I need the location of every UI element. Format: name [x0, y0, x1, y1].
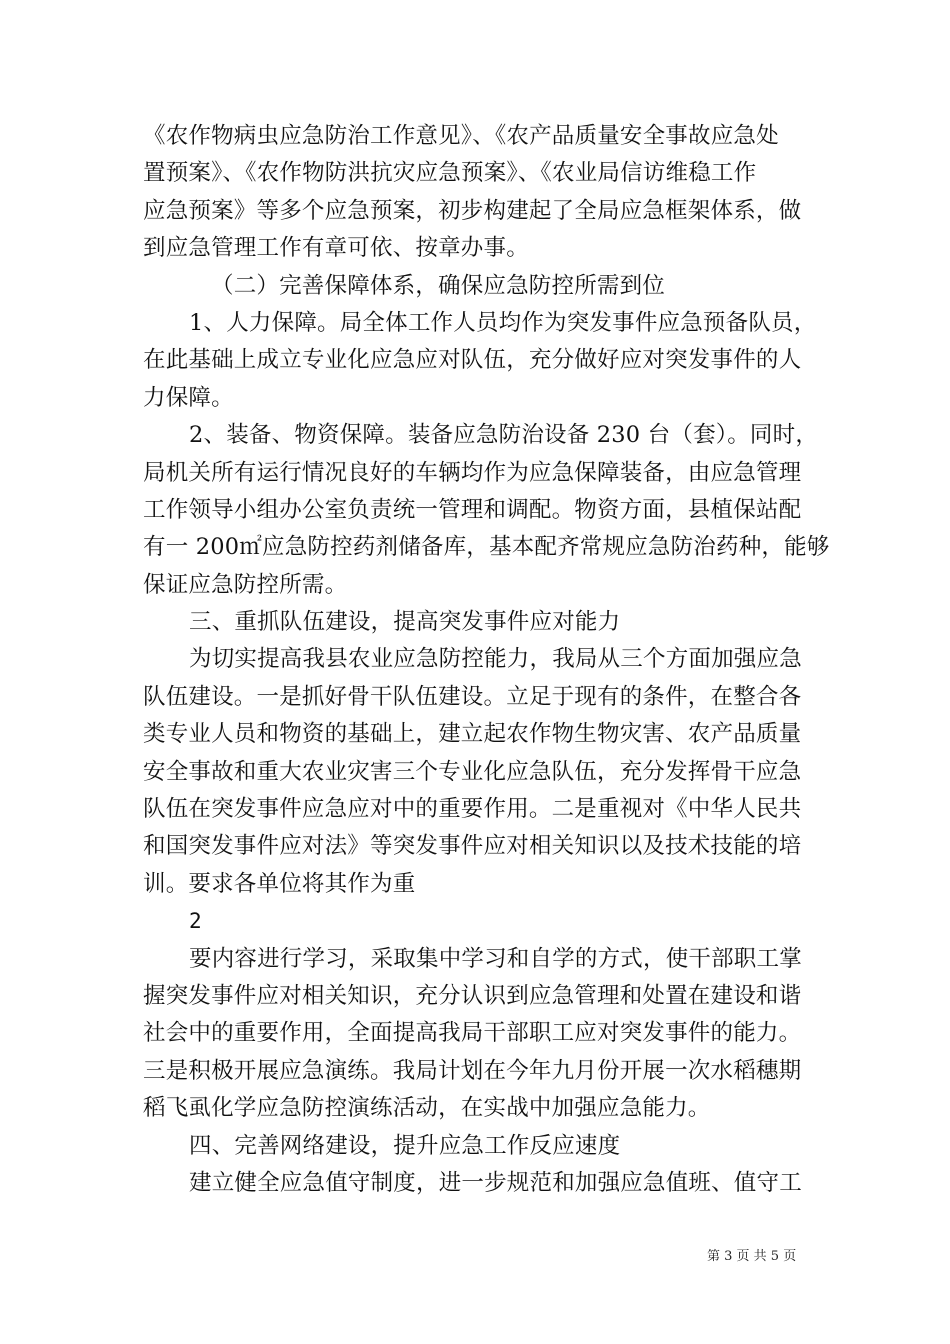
text-line: 训。要求各单位将其作为重 [143, 870, 416, 897]
text-line: 建立健全应急值守制度，进一步规范和加强应急值班、值守工 [189, 1169, 802, 1196]
section-heading: （二）完善保障体系，确保应急防控所需到位 [211, 272, 666, 299]
document-body [143, 118, 830, 1202]
text-line: 1、人力保障。局全体工作人员均作为突发事件应急预备队员， [189, 309, 817, 336]
text-line: 工作领导小组办公室负责统一管理和调配。物资方面，县植保站配 [143, 496, 802, 523]
section-heading: 四、完善网络建设，提升应急工作反应速度 [189, 1132, 621, 1159]
text-line: 队伍建设。一是抓好骨干队伍建设。立足于现有的条件，在整合各 [143, 683, 802, 710]
text-line: 队伍在突发事件应急应对中的重要作用。二是重视对《中华人民共 [143, 796, 802, 823]
text-line: 在此基础上成立专业化应急应对队伍，充分做好应对突发事件的人 [143, 347, 802, 374]
text-line: 三是积极开展应急演练。我局计划在今年九月份开展一次水稻穗期 [143, 1057, 802, 1084]
inline-page-number: 2 [189, 909, 202, 934]
section-heading: 三、重抓队伍建设，提高突发事件应对能力 [189, 609, 621, 636]
text-line: 保证应急防控所需。 [143, 571, 348, 598]
text-line: 应急预案》等多个应急预案，初步构建起了全局应急框架体系，做 [143, 197, 802, 224]
text-line: 为切实提高我县农业应急防控能力，我局从三个方面加强应急 [189, 646, 802, 673]
text-line: 社会中的重要作用，全面提高我局干部职工应对突发事件的能力。 [143, 1020, 802, 1047]
text-line: 2、装备、物资保障。装备应急防治设备 230 台（套）。同时， [189, 422, 819, 449]
text-line: 稻飞虱化学应急防控演练活动，在实战中加强应急能力。 [143, 1095, 711, 1122]
text-line: 《农作物病虫应急防治工作意见》、《农产品质量安全事故应急处 [143, 123, 779, 149]
text-line: 类专业人员和物资的基础上，建立起农作物生物灾害、农产品质量 [143, 721, 802, 748]
page-footer: 第 3 页 共 5 页 [707, 1249, 797, 1264]
text-line: 要内容进行学习，采取集中学习和自学的方式，使干部职工掌 [189, 945, 802, 972]
text-line: 和国突发事件应对法》等突发事件应对相关知识以及技术技能的培 [143, 833, 802, 860]
text-line: 置预案》、《农作物防洪抗灾应急预案》、《农业局信访维稳工作 [143, 160, 757, 187]
text-line: 有一 200㎡应急防控药剂储备库，基本配齐常规应急防治药种，能够 [143, 534, 830, 561]
text-line: 握突发事件应对相关知识，充分认识到应急管理和处置在建设和谐 [143, 982, 802, 1009]
text-line: 力保障。 [143, 384, 234, 411]
text-line: 到应急管理工作有章可依、按章办事。 [143, 235, 529, 262]
text-line: 安全事故和重大农业灾害三个专业化应急队伍，充分发挥骨干应急 [143, 758, 802, 785]
text-line: 局机关所有运行情况良好的车辆均作为应急保障装备，由应急管理 [143, 459, 802, 486]
